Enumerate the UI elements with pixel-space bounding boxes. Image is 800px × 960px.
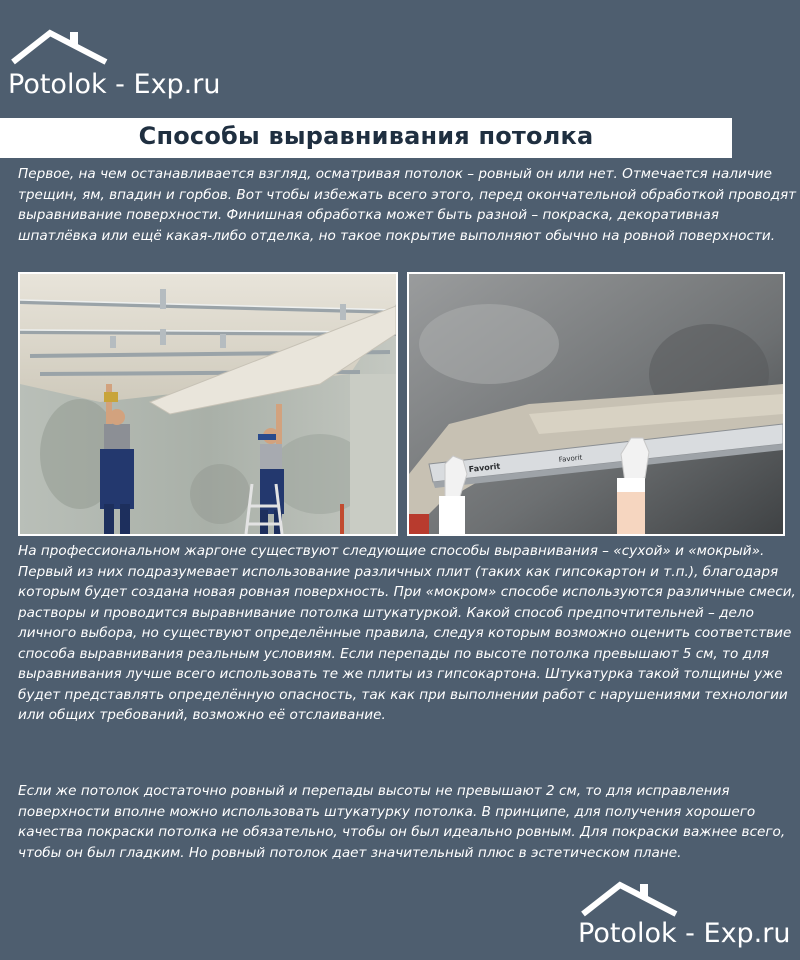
rule-label: Favorit	[468, 461, 501, 474]
plaster-alignment-photo	[407, 272, 785, 536]
rule-label-2: Favorit	[558, 453, 583, 464]
logo-text: Potolok - Exp.ru	[8, 69, 221, 100]
site-logo-bottom[interactable]	[578, 878, 798, 956]
drywall-installation-photo	[18, 272, 398, 536]
page-title: Способы выравнивания потолка	[138, 122, 594, 150]
methods-paragraph: На профессиональном жаргоне существуют следующие способы выравнивания – «сухой» и «мокрый». Первый из них подразумевает использование различных плит (таких как гипсокартон и т.п.), благодаря которым будет создана новая ровная поверхность. При «мокром» способе используются различные смеси, растворы и проводится выравнивание потолка штукатуркой. Какой способ предпочтительней – дело личного выбора, но существуют определённые правила, следуя которым возможно оценить соответствие способа выравнивания реальным условиям. Если перепады по высоте потолка превышают 5 см, то для выравнивания лучше всего использовать те же плиты из гипсокартона. Штукатурка такой толщины уже будет представлять определённую опасность, так как при выполнении работ с нарушениями технологии или общих требований, возможно её отслаивание.	[18, 543, 796, 723]
logo-text: Potolok - Exp.ru	[578, 918, 791, 949]
plaster-paragraph: Если же потолок достаточно ровный и перепады высоты не превышают 2 см, то для исправления поверхности вполне можно использовать штукатурку потолка. В принципе, для получения хорошего качества покраски потолка не обязательно, чтобы он был идеально ровным. Для покраски важнее всего, чтобы он был гладким. Но ровный потолок дает значительный плюс в эстетическом плане.	[18, 783, 786, 861]
house-roof-icon	[10, 26, 110, 66]
intro-paragraph: Первое, на чем останавливается взгляд, осматривая потолок – ровный он или нет. Отмечается наличие трещин, ям, впадин и горбов. Вот чтобы избежать всего этого, перед окончательной обработкой проводят выравнивание поверхности. Финишная обработка может быть разной – покраска, декоративная шпатлёвка или ещё какая-либо отделка, но такое покрытие выполняют обычно на ровной поверхности.	[18, 166, 797, 244]
drywall-ceiling-install-photo-icon	[20, 274, 396, 534]
house-roof-icon	[580, 878, 680, 918]
ceiling-plaster-rule-photo-icon	[409, 274, 783, 534]
title-bar	[0, 118, 732, 158]
site-logo[interactable]	[8, 26, 238, 106]
